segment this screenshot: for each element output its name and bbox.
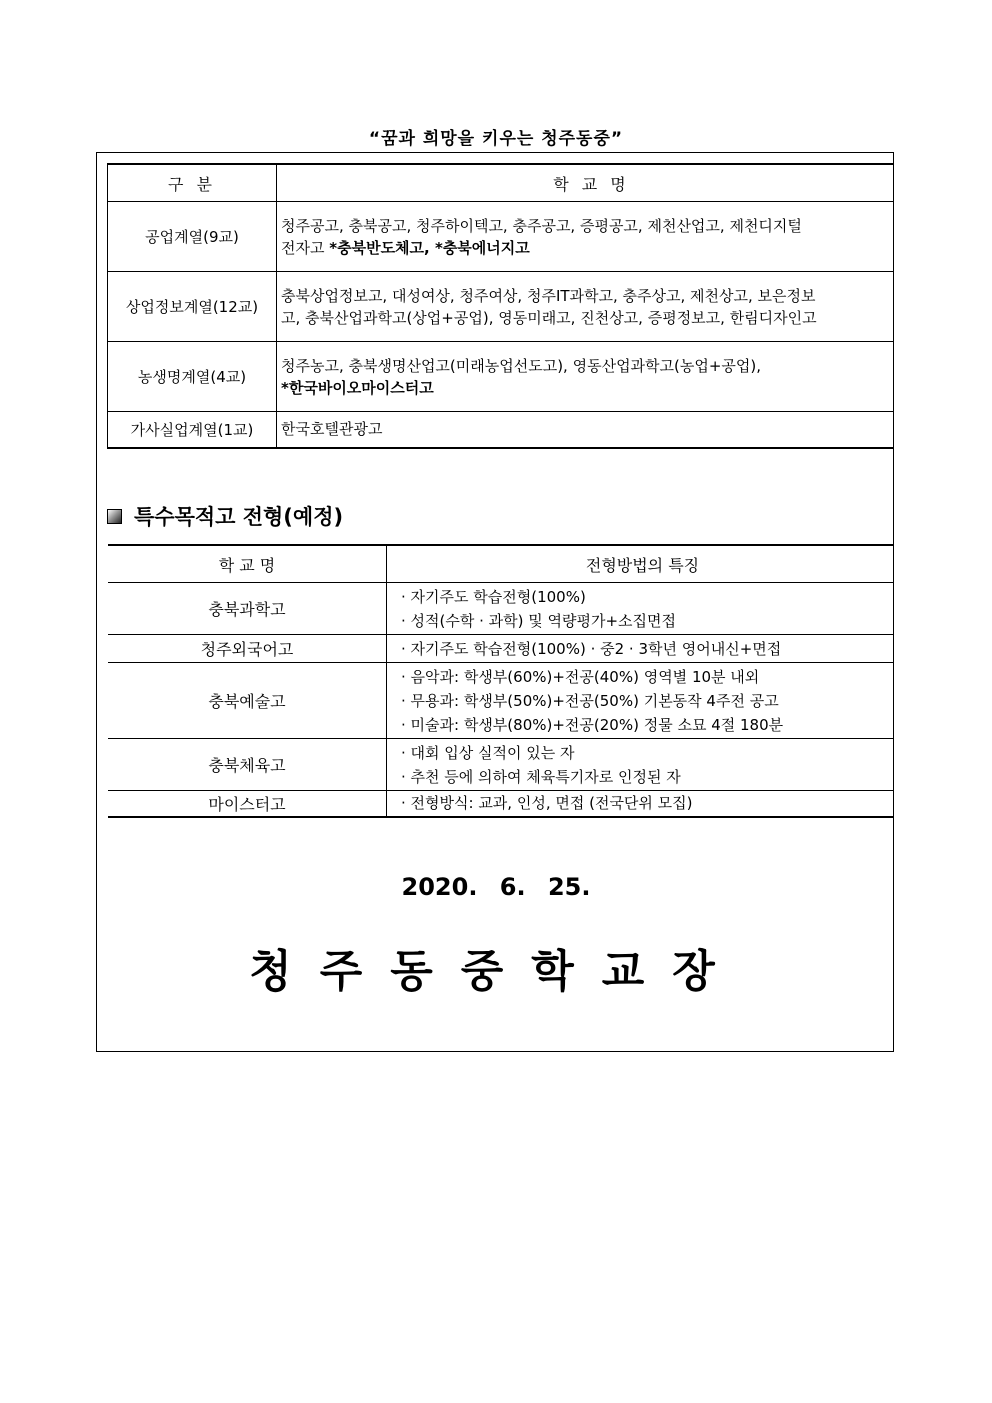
- school-motto: “꿈과 희망을 키우는 청주동중”: [368, 129, 624, 149]
- school-cell: 충북예술고: [108, 663, 387, 739]
- school-cell: 청주외국어고: [108, 635, 387, 663]
- bold-names: *충북반도체고, *충북에너지고: [329, 238, 530, 257]
- category-cell: 공업계열(9교): [108, 202, 277, 272]
- section-heading: [107, 501, 343, 531]
- method-cell: · 음악과: 학생부(60%)+전공(40%) 영역별 10분 내외 · 무용과: 학생부(50%)+전공(50%) 기본동작 4주전 공고 · 미술과: 학생부(80%)+전공(20%) 정물 소묘 4절 180분: [387, 663, 895, 739]
- table-row: [108, 791, 894, 817]
- names-line: 전자고 *충북반도체고, *충북에너지고: [281, 238, 530, 257]
- header-method: 전형방법의 특징: [387, 545, 895, 583]
- school-names-cell: [277, 202, 895, 272]
- school-names-cell: [277, 342, 895, 412]
- header-school: 학 교 명: [108, 545, 387, 583]
- square-bullet-icon: [107, 509, 122, 524]
- names-line: 청주농고, 충북생명산업고(미래농업선도고), 영동산업과학고(농업+공업),: [281, 356, 762, 375]
- section-title: 특수목적고 전형(예정): [134, 505, 344, 529]
- school-names-cell: [277, 412, 895, 448]
- names-line: 고, 충북산업과학고(상업+공업), 영동미래고, 진천상고, 증평정보고, 한림디자인고: [281, 308, 817, 327]
- method-cell: · 대회 입상 실적이 있는 자 · 추천 등에 의하여 체육특기자로 인정된 자: [387, 739, 895, 791]
- table-row: [108, 635, 894, 663]
- category-cell: 상업정보계열(12교): [108, 272, 277, 342]
- document-frame: [96, 152, 894, 1052]
- names-line: [281, 377, 894, 399]
- method-cell: · 자기주도 학습전형(100%) · 중2 · 3학년 영어내신+면접: [387, 635, 895, 663]
- method-cell: · 전형방식: 교과, 인성, 면접 (전국단위 모집): [387, 791, 895, 817]
- table-row: [108, 202, 895, 272]
- header-school-names: 학 교 명: [277, 164, 895, 202]
- school-cell: 충북과학고: [108, 583, 387, 635]
- names-line: 충북상업정보고, 대성여상, 청주여상, 청주IT과학고, 충주상고, 제천상고, 보은정보: [281, 286, 816, 305]
- category-cell: 가사실업계열(1교): [108, 412, 277, 448]
- table-row: [108, 739, 894, 791]
- names-line: 청주공고, 충북공고, 청주하이텍고, 충주공고, 증평공고, 제천산업고, 제천디지털: [281, 216, 802, 235]
- school-cell: 마이스터고: [108, 791, 387, 817]
- document-date: 2020. 6. 25.: [401, 873, 591, 901]
- special-schools-table: [108, 544, 894, 818]
- table-row: [108, 583, 894, 635]
- table-row: [108, 342, 895, 412]
- school-cell: 충북체육고: [108, 739, 387, 791]
- bold-names: *한국바이오마이스터고: [281, 378, 434, 397]
- principal-signature: 청주동중학교장: [249, 946, 743, 997]
- header-category: 구 분: [108, 164, 277, 202]
- category-cell: 농생명계열(4교): [108, 342, 277, 412]
- table-row: [108, 412, 895, 448]
- vocational-schools-table: [107, 163, 894, 449]
- names-line: 한국호텔관광고: [281, 420, 383, 439]
- school-names-cell: [277, 272, 895, 342]
- method-cell: · 자기주도 학습전형(100%) · 성적(수학 · 과학) 및 역량평가+소집면접: [387, 583, 895, 635]
- table-row: [108, 663, 894, 739]
- table-row: [108, 272, 895, 342]
